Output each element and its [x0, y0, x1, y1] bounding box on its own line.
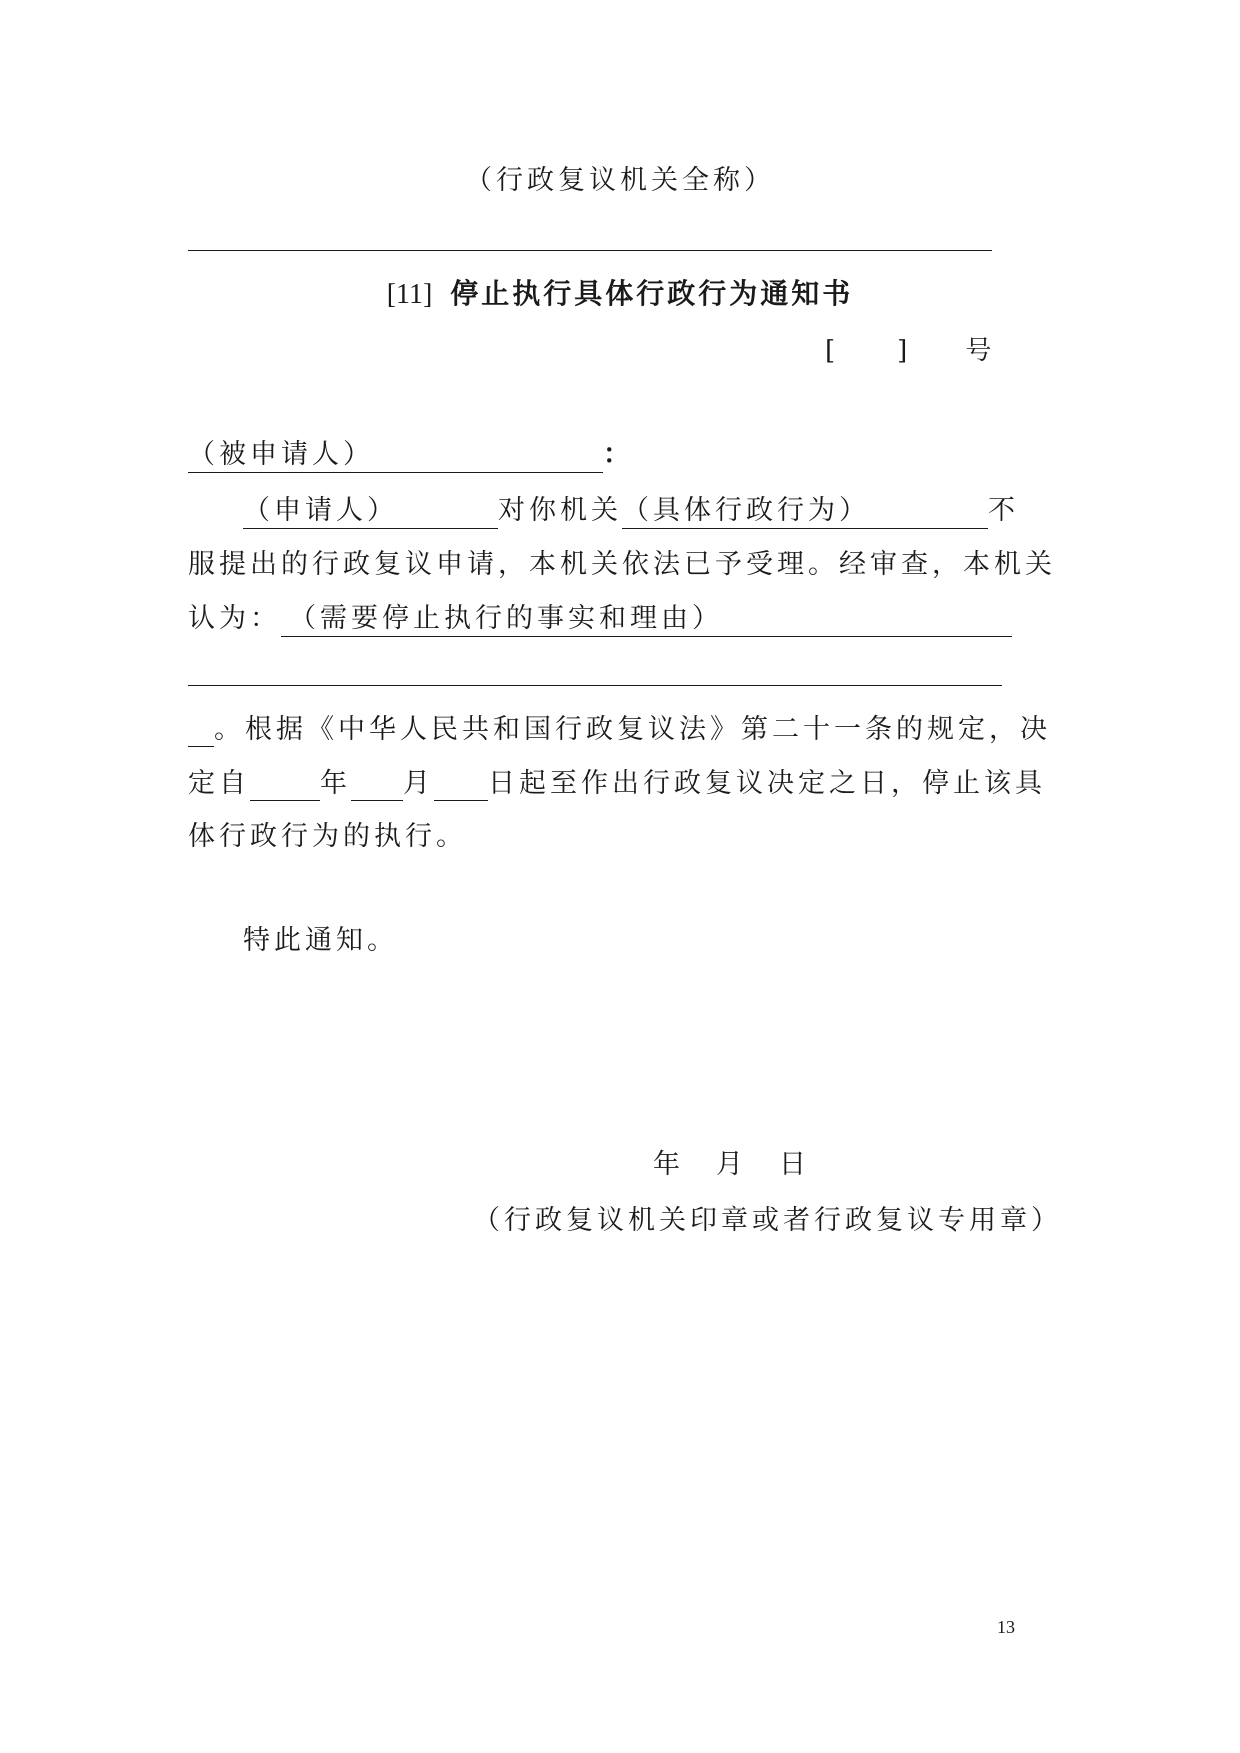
body-line-6 [188, 766, 1046, 801]
decide-from-text: 定自 [188, 768, 250, 799]
legal-basis-text: 。根据《中华人民共和国行政复议法》第二十一条的规定，决 [214, 714, 1051, 745]
header-divider [188, 250, 992, 251]
form-number: [11] [386, 279, 433, 310]
applicant-field [243, 494, 498, 529]
applicant-placeholder: （申请人） [243, 495, 398, 526]
reason-continuation-line [188, 685, 1002, 686]
date-year-label: 年 [653, 1149, 684, 1180]
reason-placeholder: （需要停止执行的事实和理由） [289, 603, 723, 634]
body-line-7: 体行政行为的执行。 [188, 821, 467, 852]
addressee-line [188, 438, 634, 473]
respondent-field [188, 438, 603, 473]
day-rest-text: 日起至作出行政复议决定之日，停止该具 [488, 768, 1046, 799]
date-month-label: 月 [716, 1149, 747, 1180]
start-month-blank [351, 766, 403, 801]
start-day-blank [434, 766, 488, 801]
signature-date [653, 1148, 810, 1182]
addressee-colon: ： [603, 439, 634, 470]
document-title [0, 272, 1240, 312]
doc-number-suffix: 号 [965, 336, 992, 366]
title-text: 停止执行具体行政行为通知书 [450, 277, 854, 310]
month-label: 月 [403, 768, 434, 799]
year-label: 年 [320, 768, 351, 799]
start-year-blank [250, 766, 320, 801]
body-line-3 [188, 602, 1012, 637]
considers-text: 认为： [188, 603, 281, 634]
document-number [825, 330, 991, 367]
date-day-label: 日 [779, 1149, 810, 1180]
doc-number-open-bracket: [ [825, 336, 836, 366]
body-line-2: 服提出的行政复议申请，本机关依法已予受理。经审查，本机关 [188, 549, 1056, 580]
to-your-org-text: 对你机关 [498, 495, 622, 526]
not-char: 不 [988, 495, 1019, 526]
administrative-act-field [622, 494, 988, 529]
issuing-authority-name: （行政复议机关全称） [465, 165, 775, 196]
act-placeholder: （具体行政行为） [622, 495, 870, 526]
seal-note: （行政复议机关印章或者行政复议专用章） [473, 1205, 1062, 1236]
body-line-1 [243, 494, 1019, 529]
body-line-5 [188, 712, 1051, 747]
respondent-placeholder: （被申请人） [188, 439, 374, 470]
notice-text: 特此通知。 [243, 925, 398, 956]
doc-number-close-bracket: ] [897, 336, 908, 366]
page-number: 13 [997, 1617, 1015, 1637]
reason-end-blank [188, 712, 214, 747]
reason-field [281, 602, 1012, 637]
